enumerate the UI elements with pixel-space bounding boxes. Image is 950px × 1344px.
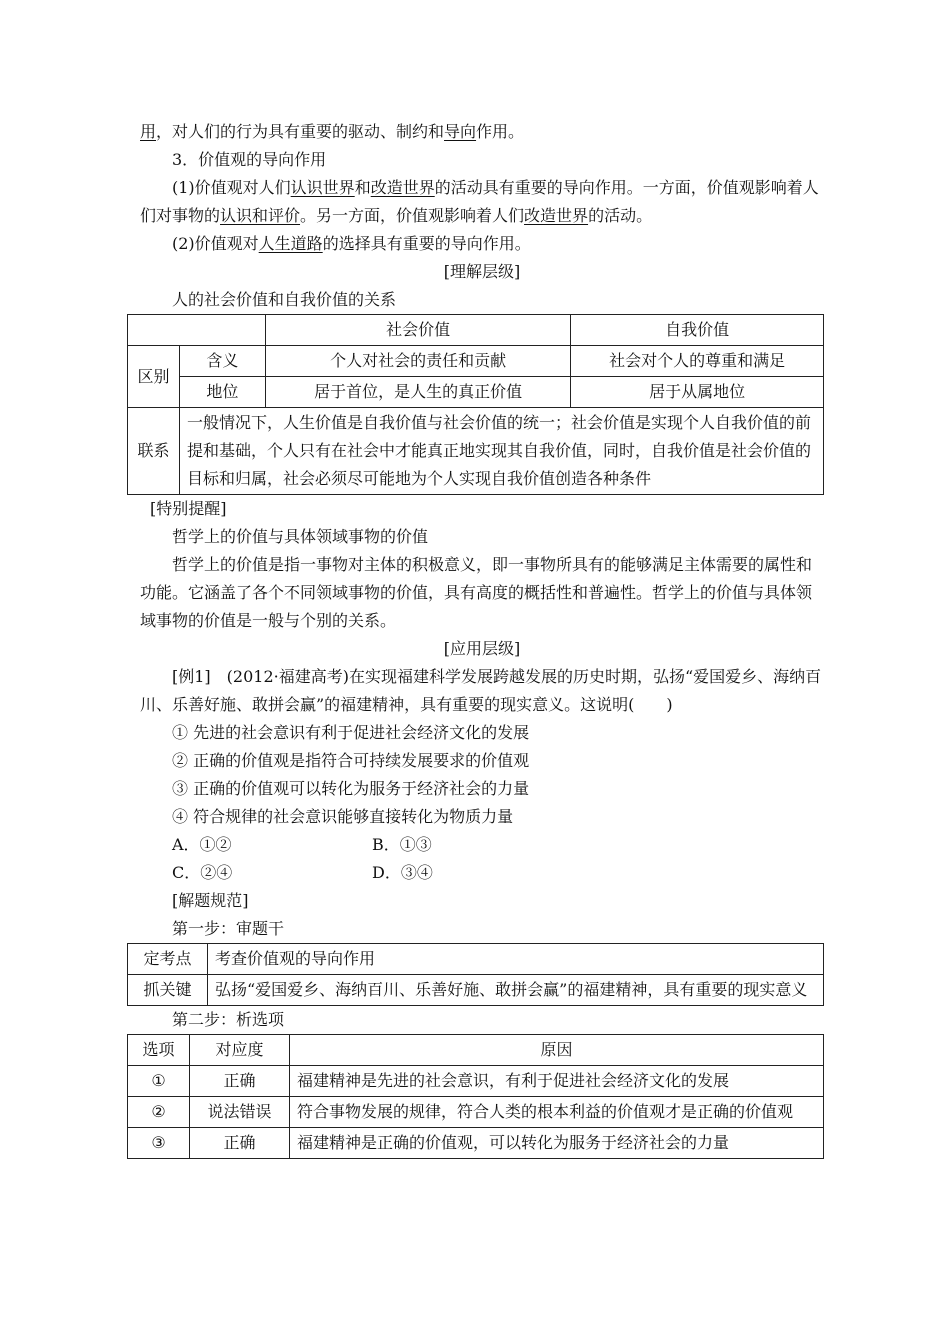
text: (1)价值观对人们 <box>172 178 291 197</box>
table-row <box>128 408 824 495</box>
intro-paragraph-1 <box>140 174 824 230</box>
solution-label: [解题规范] <box>172 891 249 910</box>
step-1-title: 第一步：审题干 <box>172 919 285 938</box>
underlined-term: 导向 <box>444 122 477 141</box>
intro-paragraph-0 <box>140 118 824 146</box>
table-group-label: 联系 <box>128 408 180 495</box>
table-cell: 说法错误 <box>190 1097 290 1128</box>
underlined-term: 人生道路 <box>258 234 323 253</box>
table-row <box>128 1066 824 1097</box>
value-relation-table <box>127 314 824 495</box>
table-cell: 福建精神是正确的价值观，可以转化为服务于经济社会的力量 <box>290 1128 824 1159</box>
option-d: D．③④ <box>372 863 433 882</box>
table-cell: 居于首位，是人生的真正价值 <box>265 377 571 408</box>
table-header: 对应度 <box>190 1035 290 1066</box>
table-cell: 福建精神是先进的社会意识，有利于促进社会经济文化的发展 <box>290 1066 824 1097</box>
table-row <box>128 1097 824 1128</box>
underlined-term: 认识世界 <box>290 178 355 197</box>
table-row-label: 抓关键 <box>128 975 208 1006</box>
text: 。另一方面，价值观影响着人们 <box>300 206 525 225</box>
table-cell: 居于从属地位 <box>571 377 824 408</box>
reminder-body: 哲学上的价值是指一事物对主体的积极意义，即一事物所具有的能够满足主体需要的属性和功能。它涵盖了各个不同领域事物的价值，具有高度的概括性和普遍性。哲学上的价值与具体领域事物的价值是一般与个别的关系。 <box>140 555 813 630</box>
table-row <box>128 315 824 346</box>
statement-2: ② 正确的价值观是指符合可持续发展要求的价值观 <box>172 751 530 770</box>
underlined-term: 认识和评价 <box>220 206 301 225</box>
underlined-term: 改造世界 <box>370 178 435 197</box>
table-row <box>128 1128 824 1159</box>
table-cell: 弘扬“爱国爱乡、海纳百川、乐善好施、敢拼会赢”的福建精神，具有重要的现实意义 <box>208 975 824 1006</box>
table-row <box>128 1035 824 1066</box>
table-header: 社会价值 <box>265 315 571 346</box>
statement-3: ③ 正确的价值观可以转化为服务于经济社会的力量 <box>172 779 530 798</box>
table-cell: 社会对个人的尊重和满足 <box>571 346 824 377</box>
table-header: 自我价值 <box>571 315 824 346</box>
reminder-label: [特别提醒] <box>150 499 227 518</box>
intro-paragraph-2 <box>140 230 824 258</box>
table-row-label: 定考点 <box>128 944 208 975</box>
table-cell-empty <box>128 315 266 346</box>
table-row <box>128 944 824 975</box>
option-b: B．①③ <box>372 835 432 854</box>
table-cell: ① <box>128 1066 190 1097</box>
table-cell: 个人对社会的责任和贡献 <box>265 346 571 377</box>
statement-4: ④ 符合规律的社会意识能够直接转化为物质力量 <box>172 807 514 826</box>
table-cell: 符合事物发展的规律，符合人类的根本利益的价值观才是正确的价值观 <box>290 1097 824 1128</box>
text: 的活动。 <box>588 206 653 225</box>
understand-level-label: [理解层级] <box>443 262 521 281</box>
table-group-label: 区别 <box>128 346 180 408</box>
underlined-term: 改造世界 <box>524 206 589 225</box>
apply-level-label: [应用层级] <box>443 639 521 658</box>
text: 作用。 <box>476 122 525 141</box>
stem-analysis-table <box>127 943 824 1006</box>
table-cell: 一般情况下，人生价值是自我价值与社会价值的统一；社会价值是实现个人自我价值的前提和基础，个人只有在社会中才能真正地实现其自我价值，同时，自我价值是社会价值的目标和归属，社会必须尽可能地为个人实现自我价值创造各种条件 <box>179 408 823 495</box>
text: (2)价值观对 <box>172 234 259 253</box>
reminder-title: 哲学上的价值与具体领域事物的价值 <box>172 527 429 546</box>
text: ，对人们的行为具有重要的驱动、制约和 <box>156 122 445 141</box>
table-row <box>128 346 824 377</box>
text: 的选择具有重要的导向作用。 <box>322 234 531 253</box>
document-page <box>137 118 824 1159</box>
text: 和 <box>354 178 371 197</box>
table-cell: 正确 <box>190 1066 290 1097</box>
statement-1: ① 先进的社会意识有利于促进社会经济文化的发展 <box>172 723 530 742</box>
table-row <box>128 377 824 408</box>
understand-title: 人的社会价值和自我价值的关系 <box>172 290 397 309</box>
example-question: [例1] (2012·福建高考)在实现福建科学发展跨越发展的历史时期，弘扬“爱国爱乡、海纳百川、乐善好施、敢拼会赢”的福建精神，具有重要的现实意义。这说明( ) <box>140 667 822 714</box>
options-row <box>140 859 824 887</box>
step-2-title: 第二步：析选项 <box>172 1010 285 1029</box>
table-cell: ② <box>128 1097 190 1128</box>
option-analysis-table <box>127 1034 824 1159</box>
table-cell: 正确 <box>190 1128 290 1159</box>
text: 的活动具有重要的导向作用。一方面，价值观影响着人们对事物的 <box>140 178 819 225</box>
table-row <box>128 975 824 1006</box>
section-heading-3: 3．价值观的导向作用 <box>172 150 327 169</box>
options-row <box>140 831 824 859</box>
table-cell: 考查价值观的导向作用 <box>208 944 824 975</box>
table-header: 原因 <box>290 1035 824 1066</box>
option-a: A．①② <box>172 835 232 854</box>
table-header: 选项 <box>128 1035 190 1066</box>
table-row-label: 含义 <box>179 346 265 377</box>
underlined-term: 用 <box>140 122 157 141</box>
table-row-label: 地位 <box>179 377 265 408</box>
option-c: C．②④ <box>172 863 233 882</box>
table-cell: ③ <box>128 1128 190 1159</box>
